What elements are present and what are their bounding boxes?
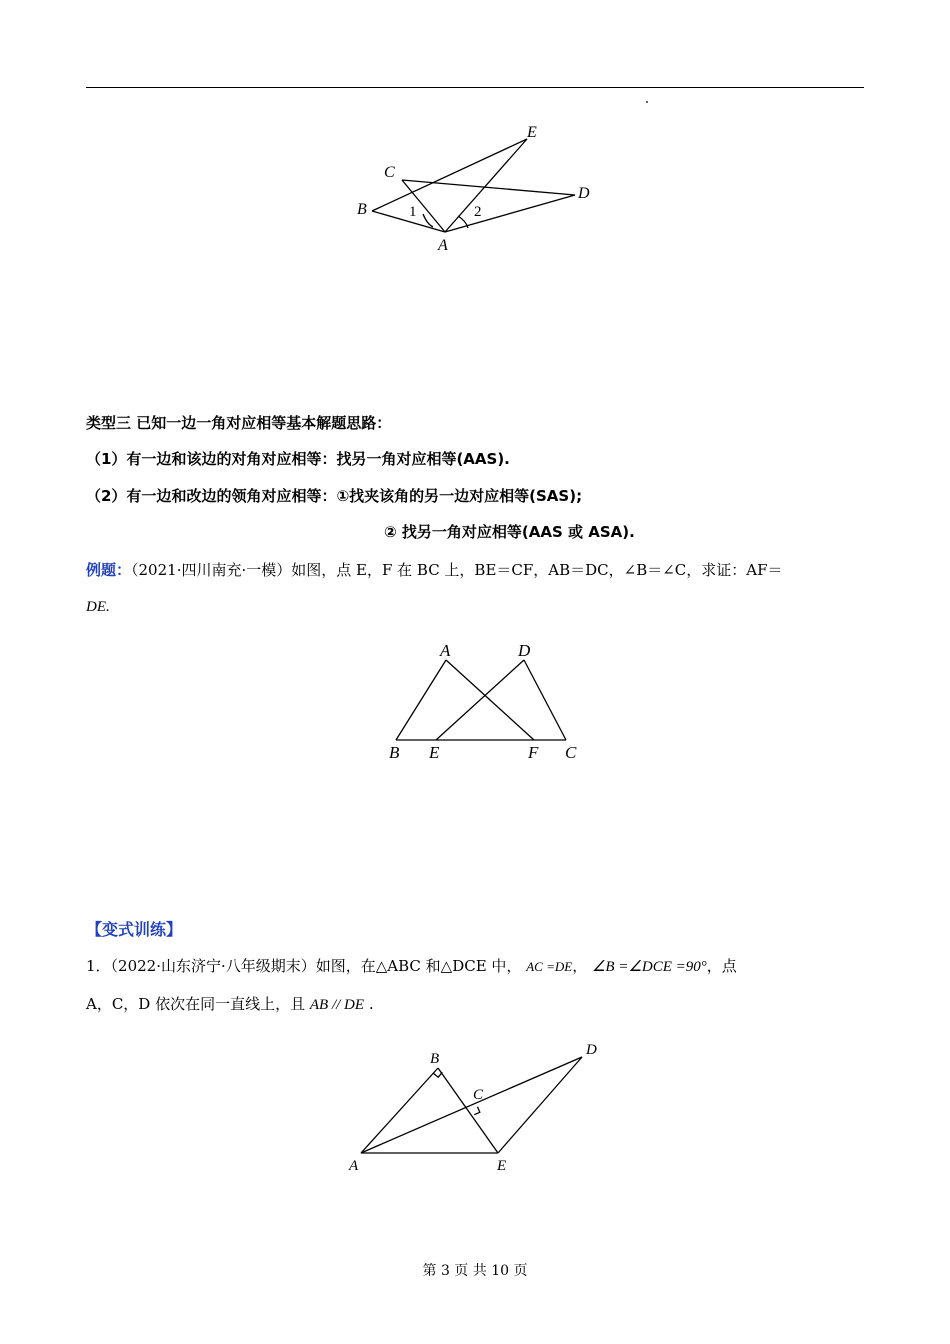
variant-heading: 【变式训练】	[86, 920, 183, 939]
type3-item2: （2）有一边和改边的领角对应相等：①找夹该角的另一边对应相等(SAS);	[86, 487, 583, 505]
type3-heading: 类型三 已知一边一角对应相等基本解题思路：	[86, 414, 392, 432]
example-line1	[86, 560, 783, 580]
fig3-label-E: E	[497, 1158, 507, 1174]
fig1-label-A: A	[438, 237, 448, 254]
problem1-line1	[86, 956, 737, 977]
fig3-label-A: A	[349, 1158, 359, 1174]
fig3-label-B: B	[430, 1051, 440, 1067]
fig2-label-C: C	[565, 743, 577, 762]
fig1-label-D: D	[578, 185, 590, 202]
example-text1: （2021·四川南充·一模）如图，点 E，F 在 BC 上，BE＝CF，AB＝DC，∠B＝∠C，求证：AF＝	[131, 561, 783, 579]
problem1-end: .	[368, 995, 374, 1013]
figure-3	[340, 1035, 620, 1180]
fig1-angle-2: 2	[474, 204, 482, 220]
fig1-label-B: B	[357, 201, 367, 218]
fig1-label-E: E	[527, 124, 537, 141]
type3-item1: （1）有一边和该边的对角对应相等：找另一角对应相等(AAS).	[86, 450, 510, 468]
example-line2: DE.	[86, 599, 110, 615]
problem1-cond3: AB // DE	[309, 997, 365, 1013]
type3-item3: ② 找另一角对应相等(AAS 或 ASA).	[384, 523, 635, 541]
fig1-label-C: C	[384, 164, 395, 181]
problem1-sep: ，	[572, 957, 588, 975]
fig2-label-F: F	[528, 743, 539, 762]
problem1-text: 1．（2022·山东济宁·八年级期末）如图，在△ABC 和△DCE 中，	[86, 957, 522, 975]
page-footer: 第 3 页 共 10 页	[422, 1263, 528, 1279]
header-dot	[646, 101, 648, 103]
problem1-cond2: ∠B =∠DCE =90°	[591, 959, 707, 975]
problem1-tail: ，点	[706, 957, 737, 975]
example-label: 例题：	[86, 561, 132, 579]
fig2-label-D: D	[518, 641, 531, 660]
fig2-label-E: E	[429, 743, 440, 762]
figure-2	[380, 640, 590, 765]
figure-1	[340, 115, 620, 260]
fig1-angle-1: 1	[409, 204, 417, 220]
problem1-text2: A，C，D 依次在同一直线上，且	[86, 995, 306, 1013]
problem1-line2	[86, 994, 374, 1015]
fig2-label-B: B	[389, 743, 400, 762]
fig2-label-A: A	[440, 641, 451, 660]
problem1-cond1: AC =DE	[526, 959, 573, 974]
fig3-label-C: C	[473, 1087, 484, 1103]
header-rule	[86, 87, 864, 88]
fig3-label-D: D	[586, 1042, 597, 1058]
